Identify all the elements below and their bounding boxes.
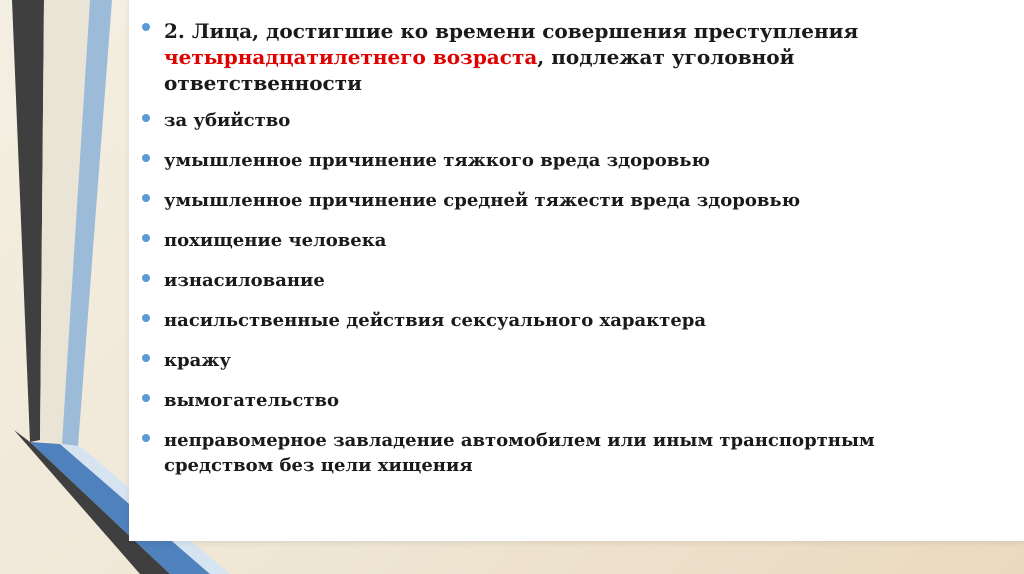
list-item-label: насильственные действия сексуального характера [164, 310, 707, 331]
list-item-label: изнасилование [164, 270, 325, 291]
bullet-icon [142, 114, 150, 122]
heading-prefix: 2. Лица, достигшие ко времени совершения преступления [164, 19, 859, 43]
slide-content [139, 18, 969, 493]
bullet-icon [142, 194, 150, 202]
decor-dark-stripe [12, 0, 44, 442]
list-item [139, 348, 969, 373]
bullet-icon [142, 274, 150, 282]
bullet-icon [142, 234, 150, 242]
bullet-icon [142, 314, 150, 322]
list-item [139, 308, 969, 333]
list-item [139, 428, 969, 478]
list-item-label: за убийство [164, 110, 291, 131]
bullet-icon [142, 394, 150, 402]
heading-suffix: , подлежат уголовной ответственности [164, 45, 795, 95]
list-item [139, 388, 969, 413]
bullet-icon [142, 154, 150, 162]
list-item [139, 228, 969, 253]
list-item-label: кражу [164, 350, 231, 371]
list-item-label: неправомерное завладение автомобилем или иным транспортным средством без цели хищения [164, 430, 875, 476]
bullet-icon [142, 354, 150, 362]
list-item-label: похищение человека [164, 230, 387, 251]
bullet-icon [142, 23, 150, 31]
heading-highlight: четырнадцатилетнего возраста [164, 45, 538, 69]
list-item [139, 268, 969, 293]
list-item [139, 188, 969, 213]
list-item-label: умышленное причинение тяжкого вреда здоровью [164, 150, 710, 171]
list-item-label: вымогательство [164, 390, 340, 411]
list-item [139, 148, 969, 173]
list-item-label: умышленное причинение средней тяжести вреда здоровью [164, 190, 801, 211]
bullet-icon [142, 434, 150, 442]
heading-bullet [139, 18, 969, 96]
list-item [139, 108, 969, 133]
